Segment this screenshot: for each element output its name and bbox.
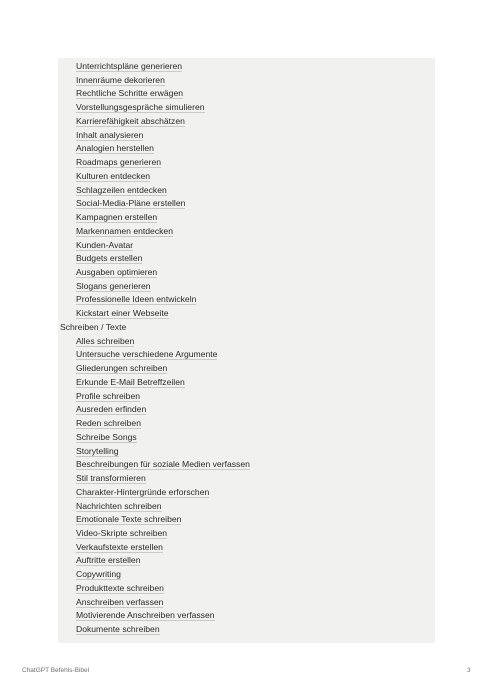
section-heading: Schreiben / Texte (60, 321, 127, 332)
list-item-link[interactable]: Vorstellungsgespräche simulieren (76, 102, 205, 113)
list-item-link[interactable]: Auftritte erstellen (76, 555, 141, 566)
list-item (58, 527, 435, 541)
list-item (58, 293, 435, 307)
list-item (58, 500, 435, 514)
list-item-link[interactable]: Innenräume dekorieren (76, 74, 165, 85)
list-item (58, 156, 435, 170)
list-item (58, 225, 435, 239)
list-item-link[interactable]: Ausreden erfinden (76, 404, 147, 415)
list-item (58, 541, 435, 555)
list-item (58, 431, 435, 445)
list-item-link[interactable]: Budgets erstellen (76, 253, 143, 264)
list-item (58, 568, 435, 582)
list-item-link[interactable]: Roadmaps generieren (76, 157, 162, 168)
list-item (58, 335, 435, 349)
list-item (58, 445, 435, 459)
list-item-link[interactable]: Storytelling (76, 445, 119, 456)
list-item (58, 609, 435, 623)
list-item-link[interactable]: Social-Media-Pläne erstellen (76, 198, 186, 209)
list-item (58, 184, 435, 198)
list-item (58, 472, 435, 486)
list-item (58, 596, 435, 610)
list-item-link[interactable]: Karrierefähigkeit abschätzen (76, 115, 185, 126)
list-item-link[interactable]: Schreibe Songs (76, 431, 137, 442)
list-item-link[interactable]: Professionelle Ideen entwickeln (76, 294, 197, 305)
list-item (58, 623, 435, 637)
list-item (58, 142, 435, 156)
list-item-link[interactable]: Ausgaben optimieren (76, 267, 158, 278)
list-item-link[interactable]: Nachrichten schreiben (76, 500, 162, 511)
list-item (58, 74, 435, 88)
list-item-link[interactable]: Anschreiben verfassen (76, 596, 164, 607)
list-item (58, 115, 435, 129)
list-item (58, 252, 435, 266)
command-list (58, 60, 435, 637)
list-item-link[interactable]: Dokumente schreiben (76, 624, 160, 635)
list-item (58, 197, 435, 211)
list-item-link[interactable]: Reden schreiben (76, 418, 141, 429)
list-item (58, 211, 435, 225)
list-item (58, 101, 435, 115)
list-item (58, 280, 435, 294)
list-item-link[interactable]: Produkttexte schreiben (76, 582, 164, 593)
list-item (58, 129, 435, 143)
list-item (58, 239, 435, 253)
list-item-link[interactable]: Unterrichtspläne generieren (76, 61, 183, 71)
list-item (58, 417, 435, 431)
list-item-link[interactable]: Analogien herstellen (76, 143, 154, 154)
list-item-link[interactable]: Markennamen entdecken (76, 225, 173, 236)
list-item-link[interactable]: Untersuche verschiedene Argumente (76, 349, 218, 360)
list-item-link[interactable]: Inhalt analysieren (76, 129, 144, 140)
list-item (58, 362, 435, 376)
footer-title: ChatGPT Befehls-Bibel (22, 667, 90, 674)
list-item-link[interactable]: Alles schreiben (76, 335, 135, 346)
list-item (58, 307, 435, 321)
list-item-link[interactable]: Erkunde E-Mail Betreffzeilen (76, 376, 185, 387)
list-item (58, 403, 435, 417)
list-item (58, 390, 435, 404)
list-item-link[interactable]: Rechtliche Schritte erwägen (76, 88, 183, 99)
list-item (58, 554, 435, 568)
list-item-link[interactable]: Video-Skripte schreiben (76, 527, 168, 538)
list-item-link[interactable]: Motivierende Anschreiben verfassen (76, 610, 215, 621)
list-item-link[interactable]: Slogans generieren (76, 280, 151, 291)
list-item-link[interactable]: Kickstart einer Webseite (76, 308, 169, 319)
list-item (58, 458, 435, 472)
list-item-link[interactable]: Kunden-Avatar (76, 239, 134, 250)
list-item (58, 376, 435, 390)
list-item-link[interactable]: Charakter-Hintergründe erforschen (76, 486, 210, 497)
list-item (58, 486, 435, 500)
list-item (58, 87, 435, 101)
list-item-link[interactable]: Copywriting (76, 569, 121, 580)
list-item (58, 348, 435, 362)
list-item (58, 60, 435, 74)
list-item-link[interactable]: Schlagzeilen entdecken (76, 184, 167, 195)
list-item (58, 582, 435, 596)
list-item-link[interactable]: Beschreibungen für soziale Medien verfassen (76, 459, 250, 470)
list-item-link[interactable]: Kampagnen erstellen (76, 212, 158, 223)
list-item-link[interactable]: Emotionale Texte schreiben (76, 514, 182, 525)
page-number: 3 (467, 667, 471, 674)
list-item (58, 266, 435, 280)
list-item (58, 513, 435, 527)
list-item-link[interactable]: Stil transformieren (76, 473, 146, 484)
list-item (58, 170, 435, 184)
list-item-link[interactable]: Gliederungen schreiben (76, 363, 168, 374)
list-item-link[interactable]: Verkaufstexte erstellen (76, 541, 163, 552)
list-item-link[interactable]: Profile schreiben (76, 390, 141, 401)
list-item-link[interactable]: Kulturen entdecken (76, 170, 151, 181)
